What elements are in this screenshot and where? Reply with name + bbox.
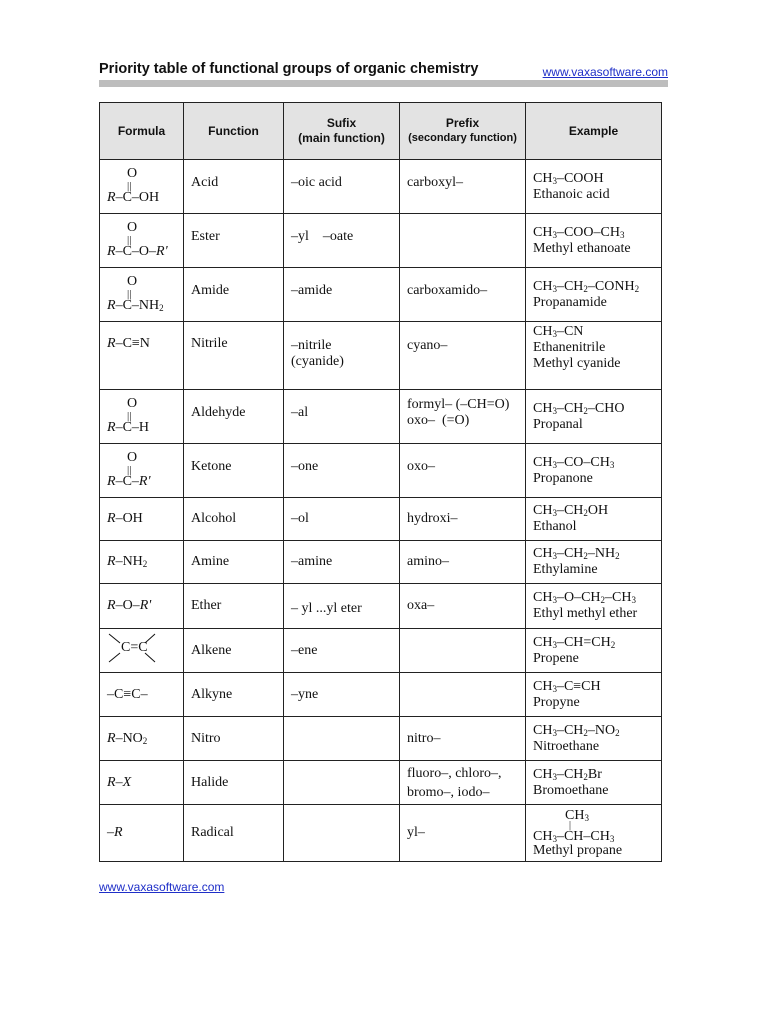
prefix-cell (400, 214, 526, 268)
formula-cell: R–O–R' (100, 584, 184, 629)
table-row (100, 673, 662, 717)
function-cell: Alkene (184, 629, 284, 673)
example-name: Nitroethane (533, 738, 600, 754)
formula-cell: R–C≡N (100, 322, 184, 390)
example-formula: $CH_3-CH_2Br$ (533, 766, 602, 782)
example-formula: $CH_3-CN$ (533, 324, 584, 339)
example-name: Propanone (533, 470, 593, 486)
example-cell (526, 268, 662, 322)
suffix-cell: –amide (284, 268, 400, 322)
formula-cell (100, 629, 184, 673)
formula-cell: –R (100, 805, 184, 862)
function-cell: Halide (184, 761, 284, 805)
header-suffix (284, 103, 400, 160)
example-formula: $CH_3-CH_2-NH_2$ (533, 546, 620, 561)
formula-cell: O || R–C–OH (100, 160, 184, 214)
prefix-cell (400, 761, 526, 805)
suffix-text-2: (cyanide) (291, 354, 344, 369)
example-formula: $CH_3-CH_2-CONH_2$ (533, 278, 640, 294)
header-prefix-sub: (secondary function) (408, 132, 517, 144)
suffix-cell: –one (284, 444, 400, 498)
header-function: Function (184, 103, 284, 160)
prefix-cell: nitro– (400, 717, 526, 761)
example-cell (526, 629, 662, 673)
footer-website-link[interactable]: www.vaxasoftware.com (99, 880, 225, 894)
table-row (100, 541, 662, 584)
prefix-text: formyl– (–CH=O) (407, 397, 510, 412)
example-cell (526, 761, 662, 805)
prefix-cell (400, 390, 526, 444)
functional-groups-table (99, 102, 662, 862)
suffix-cell (284, 761, 400, 805)
table-row (100, 214, 662, 268)
suffix-cell: –amine (284, 541, 400, 584)
example-formula: $CH_3-COO-CH_3$ (533, 224, 625, 240)
prefix-cell (400, 673, 526, 717)
suffix-cell: – yl ...yl eter (284, 584, 400, 629)
function-cell: Alkyne (184, 673, 284, 717)
example-cell (526, 498, 662, 541)
example-name: Propyne (533, 694, 580, 710)
suffix-cell: –ol (284, 498, 400, 541)
table-row (100, 160, 662, 214)
formula-cell: R–X (100, 761, 184, 805)
header-prefix (400, 103, 526, 160)
prefix-cell (400, 629, 526, 673)
table-row (100, 761, 662, 805)
function-cell: Ether (184, 584, 284, 629)
function-cell: Radical (184, 805, 284, 862)
example-name: Methyl ethanoate (533, 240, 631, 256)
example-formula: $CH_3-CH_2$–CHO (533, 400, 625, 416)
header-suffix-label: Sufix (326, 116, 357, 130)
example-name: Propanal (533, 416, 583, 432)
table-row (100, 322, 662, 390)
example-name: Ethanoic acid (533, 186, 610, 202)
function-cell: Ketone (184, 444, 284, 498)
prefix-text-2: oxo– (=O) (407, 413, 470, 428)
example-branch-bond: | (569, 819, 572, 831)
function-cell: Acid (184, 160, 284, 214)
example-name: Ethylamine (533, 562, 598, 577)
example-name-2: Methyl cyanide (533, 356, 621, 371)
example-cell (526, 584, 662, 629)
formula-cell: $R-NH_2$ (100, 541, 184, 584)
function-cell: Nitro (184, 717, 284, 761)
prefix-cell: carboxyl– (400, 160, 526, 214)
prefix-cell: amino– (400, 541, 526, 584)
page-title: Priority table of functional groups of organic chemistry (99, 61, 479, 77)
formula-cell: R–OH (100, 498, 184, 541)
function-cell: Alcohol (184, 498, 284, 541)
header-formula: Formula (100, 103, 184, 160)
prefix-cell: oxa– (400, 584, 526, 629)
formula-cell: O || R–C–O–R' (100, 214, 184, 268)
example-cell (526, 214, 662, 268)
header-suffix-sub: (main function) (298, 131, 385, 145)
function-cell: Amide (184, 268, 284, 322)
table-row (100, 584, 662, 629)
example-name: Ethyl methyl ether (533, 606, 638, 621)
function-cell: Amine (184, 541, 284, 584)
alkene-double-bond-symbol: C=C (107, 632, 167, 664)
table-row (100, 268, 662, 322)
example-cell (526, 805, 662, 862)
table-row (100, 717, 662, 761)
prefix-cell: yl– (400, 805, 526, 862)
header-website-link[interactable]: www.vaxasoftware.com (542, 65, 668, 79)
example-formula: $CH_3-CH-CH_3$ (533, 828, 615, 844)
formula-cell: O || R–C–H (100, 390, 184, 444)
prefix-cell: carboxamido– (400, 268, 526, 322)
suffix-cell (284, 717, 400, 761)
example-cell (526, 390, 662, 444)
formula-cell: O || R–C–R' (100, 444, 184, 498)
formula-cell: –C≡C– (100, 673, 184, 717)
example-cell (526, 673, 662, 717)
example-formula: $CH_3-CO-CH_3$ (533, 454, 615, 470)
function-cell: Ester (184, 214, 284, 268)
prefix-text-2: bromo–, iodo– (407, 784, 490, 800)
header-prefix-label: Prefix (445, 116, 480, 130)
table-row (100, 444, 662, 498)
prefix-cell: cyano– (400, 322, 526, 390)
example-formula: $CH_3-CH=CH_2$ (533, 634, 616, 650)
example-name: Bromoethane (533, 782, 609, 798)
suffix-cell: –yne (284, 673, 400, 717)
table-row (100, 629, 662, 673)
formula-cell: $R-NO_2$ (100, 717, 184, 761)
example-cell (526, 322, 662, 390)
example-formula: $CH_3-CH_2-NO_2$ (533, 722, 620, 738)
suffix-cell (284, 322, 400, 390)
function-cell: Nitrile (184, 322, 284, 390)
example-formula: $CH_3$–COOH (533, 170, 604, 186)
suffix-cell: –al (284, 390, 400, 444)
suffix-cell: –ene (284, 629, 400, 673)
header-example: Example (526, 103, 662, 160)
example-formula: $CH_3-CH_2OH$ (533, 503, 609, 518)
example-formula: $CH_3-O-CH_2-CH_3$ (533, 590, 636, 605)
table-row (100, 805, 662, 862)
suffix-cell (284, 805, 400, 862)
title-rule (99, 80, 668, 87)
example-name: Ethanol (533, 519, 577, 534)
table-row (100, 390, 662, 444)
example-branch: $CH_3$ (565, 807, 589, 823)
example-cell (526, 160, 662, 214)
suffix-cell: –oic acid (284, 160, 400, 214)
example-cell (526, 444, 662, 498)
example-name: Methyl propane (533, 842, 623, 858)
example-name: Propanamide (533, 294, 607, 310)
formula-cell: O || $R-C-NH_2$ (100, 268, 184, 322)
prefix-cell: hydroxi– (400, 498, 526, 541)
suffix-text: –nitrile (291, 338, 332, 353)
example-cell (526, 541, 662, 584)
function-cell: Aldehyde (184, 390, 284, 444)
prefix-text: fluoro–, chloro–, (407, 765, 502, 781)
table-header-row (100, 103, 662, 160)
suffix-cell: –yl –oate (284, 214, 400, 268)
table-row (100, 498, 662, 541)
prefix-cell: oxo– (400, 444, 526, 498)
example-formula: $CH_3-C\equiv CH$ (533, 678, 601, 694)
example-name: Ethanenitrile (533, 340, 606, 355)
example-cell (526, 717, 662, 761)
example-name: Propene (533, 650, 579, 666)
